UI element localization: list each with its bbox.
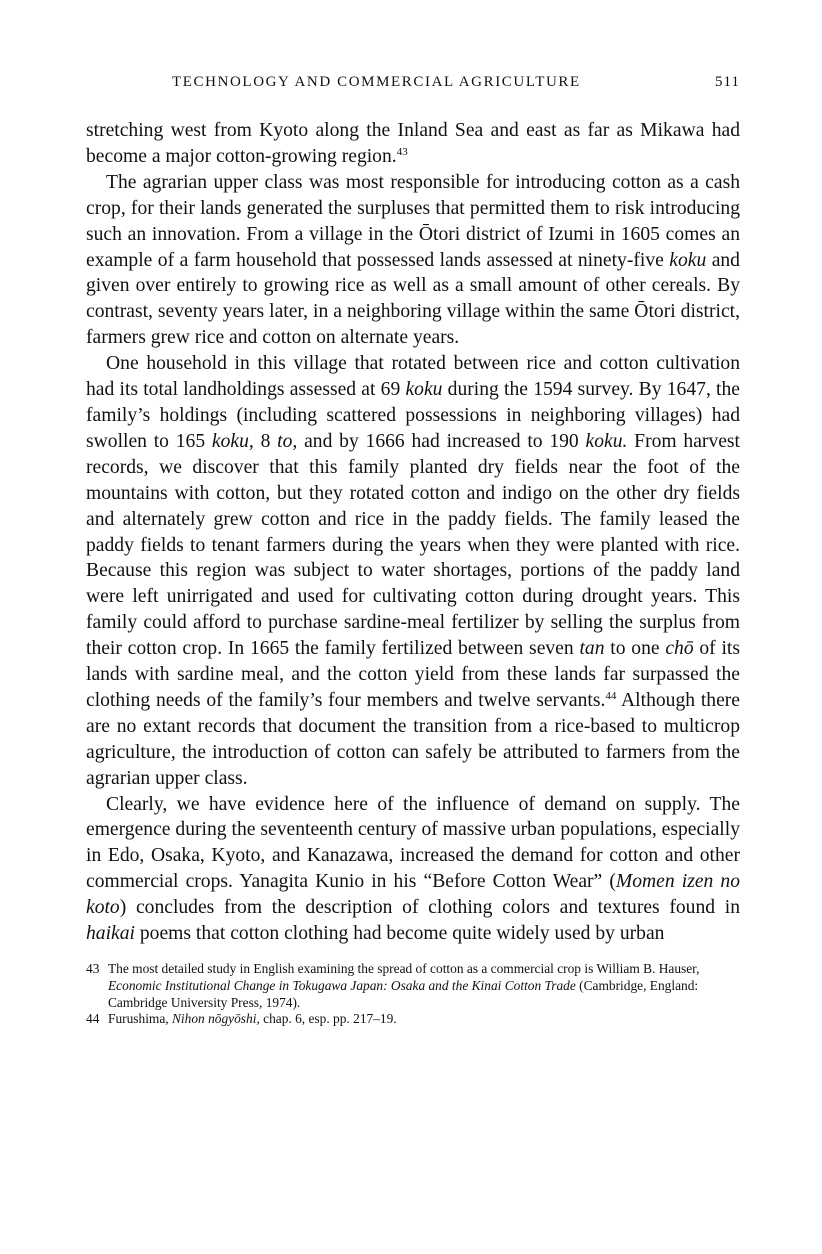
text-run: poems that cotton clothing had become quite widely used by urban xyxy=(134,923,665,945)
running-title: TECHNOLOGY AND COMMERCIAL AGRICULTURE xyxy=(172,74,581,90)
text-run: during the 1594 survey. By 1647, the family’s holdings (including scattered possessions in neighboring villages) had swollen to 165 xyxy=(86,379,740,452)
text-run: From harvest records, we discover that this family planted dry fields near the foot of the mountains with cotton, but they rotated cotton and indigo on the other dry fields and alternately grew cotton and rice in the paddy fields. The family leased the paddy fields to tenant farmers during the years when they were planted with rice. Because this region was subject to water shortages, portions of the paddy land were left unirrigated and used for cultivating cotton during drought years. This family could afford to purchase sardine-meal fertilizer by selling the surplus from their cotton crop. In 1665 the family fertilized between seven xyxy=(86,430,741,660)
text-run: Clearly, we have evidence here of the influence of demand on supply. The emergence during the seventeenth century of massive urban populations, especially in Edo, Osaka, Kyoto, and Kanazawa, increased the demand for cotton and other commercial crops. Yanagita Kunio in his “Before Cotton Wear” ( xyxy=(86,793,740,893)
text-run: 8 xyxy=(253,430,278,452)
footnote-text xyxy=(108,1011,740,1028)
text-run: One household in this village that rotated between rice and cotton cultivation had its total landholdings assessed at 69 xyxy=(86,353,740,401)
footnote-text xyxy=(108,961,740,1011)
term-koku: koku. xyxy=(585,430,628,452)
paragraph-4 xyxy=(86,792,740,947)
body-text xyxy=(86,118,740,947)
text-run: of its lands with sardine meal, and the cotton yield from these lands far surpassed the clothing needs of the family’s four members and twelve servants. xyxy=(86,638,740,711)
text-run: to one xyxy=(604,638,666,660)
term-tan: tan xyxy=(579,638,605,660)
text-run: The most detailed study in English examining the spread of cotton as a commercial crop is William B. Hauser, xyxy=(108,961,700,976)
term-koku: koku, xyxy=(211,430,254,452)
footnote-ref-43: 43 xyxy=(396,145,408,158)
footnote-44 xyxy=(86,1011,740,1028)
paragraph-3 xyxy=(86,351,740,791)
text-run: Furushima, xyxy=(108,1011,172,1027)
footnote-number: 43 xyxy=(86,961,100,976)
text-run: and given over entirely to growing rice as well as a small amount of other cereals. By contrast, seventy years later, in a neighboring village within the same Ōtori district, farmers grew rice and cotton on alternate years. xyxy=(86,249,740,349)
term-haikai: haikai xyxy=(86,923,135,945)
term-koku: koku xyxy=(405,379,443,401)
text-run: ) concludes from the description of clothing colors and textures found in xyxy=(119,897,740,919)
footnotes xyxy=(86,961,740,1028)
text-run: stretching west from Kyoto along the Inland Sea and east as far as Mikawa had become a major cotton-growing region. xyxy=(86,120,740,167)
book-title: Nihon nōgyōshi, xyxy=(171,1011,260,1027)
paragraph-1 xyxy=(86,118,740,170)
text-run: chap. 6, esp. pp. 217–19. xyxy=(259,1011,397,1027)
term-koku: koku xyxy=(669,249,707,271)
footnote-number: 44 xyxy=(86,1011,100,1027)
work-title: Momen izen no koto xyxy=(86,871,741,919)
running-header xyxy=(86,70,740,96)
page-number: 511 xyxy=(715,74,740,90)
footnote-ref-44: 44 xyxy=(605,689,617,702)
paragraph-2 xyxy=(86,170,740,351)
book-page xyxy=(86,70,740,1028)
footnote-43 xyxy=(86,961,740,1011)
term-to: to, xyxy=(277,430,298,452)
text-run: Although there are no extant records that document the transition from a rice-based to multicrop agriculture, the introduction of cotton can safely be attributed to farmers from the agrarian upper class. xyxy=(86,689,740,789)
text-run: and by 1666 had increased to 190 xyxy=(297,430,586,452)
text-run: The agrarian upper class was most responsible for introducing cotton as a cash crop, for their lands generated the surpluses that permitted them to risk introducing such an innovation. From a village in the Ōtori district of Izumi in 1605 comes an example of a farm household that possessed lands assessed at ninety-five xyxy=(86,171,740,271)
text-run: (Cambridge, England: Cambridge University Press, 1974). xyxy=(108,977,699,1010)
term-cho: chō xyxy=(665,638,694,660)
book-title: Economic Institutional Change in Tokugawa Japan: Osaka and the Kinai Cotton Trade xyxy=(108,977,576,993)
